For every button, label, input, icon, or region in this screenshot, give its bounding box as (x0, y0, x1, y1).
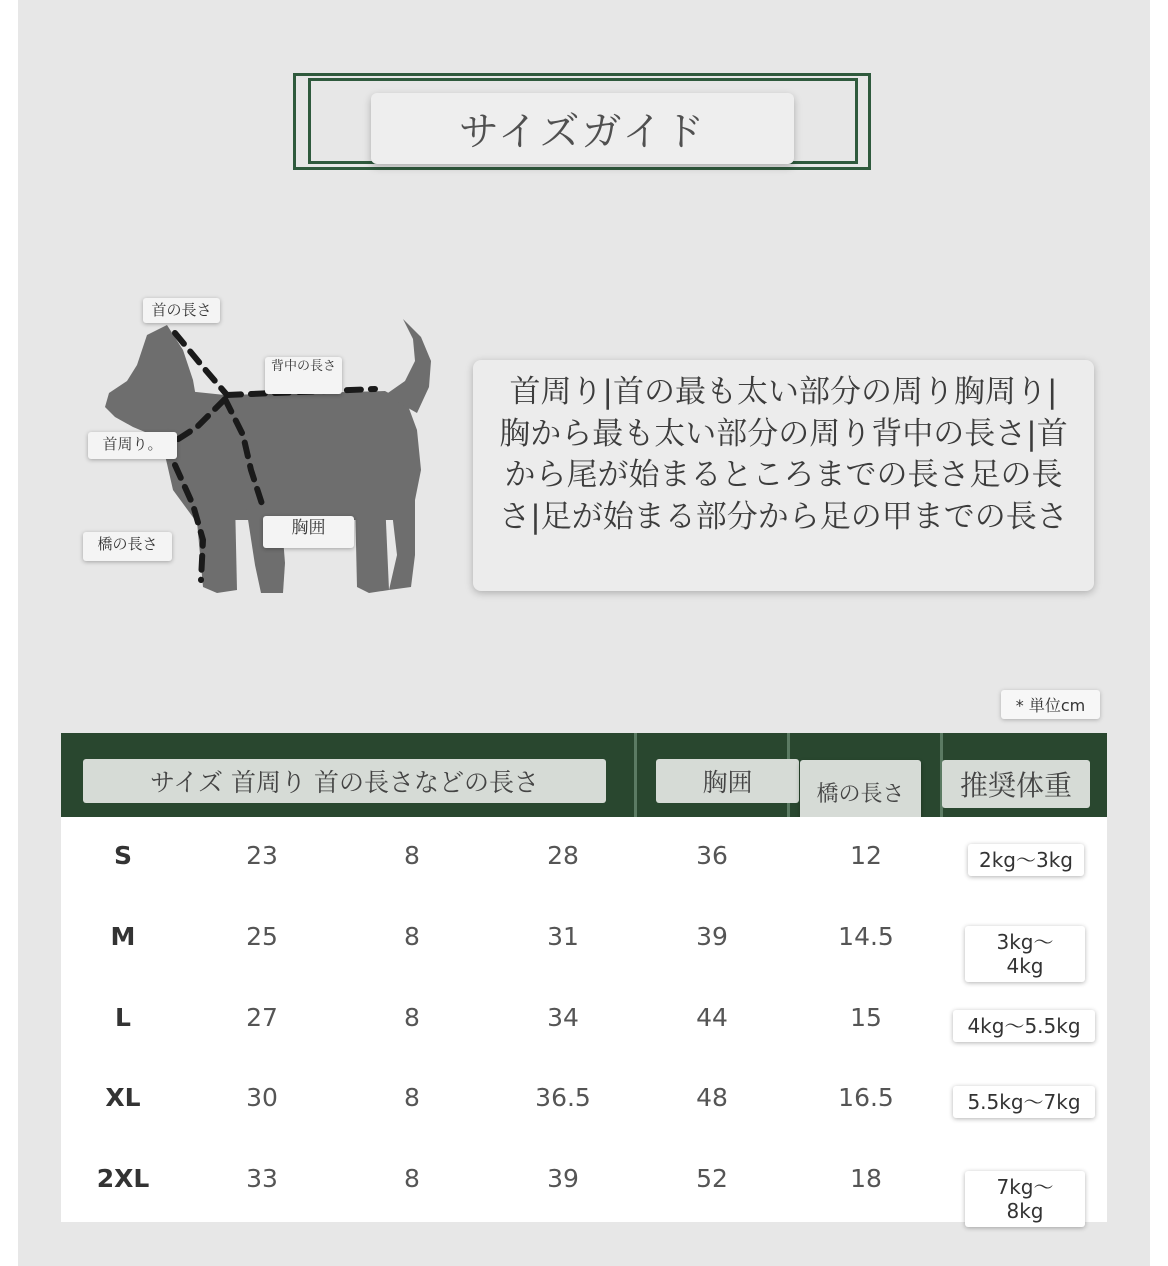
cell-weight: 3kg〜4kg (965, 926, 1085, 982)
header-recommended-weight: 推奨体重 (942, 760, 1090, 808)
cell-size: L (115, 1003, 131, 1032)
cell-neck-length: 8 (404, 922, 420, 951)
header-chest: 胸囲 (656, 759, 799, 803)
cell-weight: 2kg〜3kg (968, 844, 1084, 876)
cell-neck: 25 (246, 922, 278, 951)
cell-chest: 44 (696, 1003, 728, 1032)
cell-weight: 5.5kg〜7kg (953, 1086, 1095, 1118)
cell-neck: 27 (246, 1003, 278, 1032)
cell-leg: 18 (850, 1164, 882, 1193)
cell-weight: 4kg〜5.5kg (953, 1010, 1095, 1042)
cell-weight: 7kg〜8kg (965, 1171, 1085, 1227)
cell-chest: 52 (696, 1164, 728, 1193)
label-neck-girth: 首周り。 (88, 432, 177, 459)
label-neck-length: 首の長さ (143, 298, 220, 323)
cell-leg: 12 (850, 841, 882, 870)
cell-neck-length: 8 (404, 1083, 420, 1112)
cell-leg: 15 (850, 1003, 882, 1032)
cell-neck: 30 (246, 1083, 278, 1112)
cell-chest: 48 (696, 1083, 728, 1112)
cell-chest: 39 (696, 922, 728, 951)
header-leg-length: 橋の長さ (800, 760, 921, 828)
label-chest: 胸囲 (263, 516, 354, 548)
cell-neck-length: 8 (404, 1003, 420, 1032)
dog-measurement-diagram (85, 295, 445, 605)
label-back-length: 背中の長さ (265, 357, 342, 394)
size-table-body (61, 817, 1107, 1222)
cell-neck-length: 8 (404, 1164, 420, 1193)
measurement-description: 首周り|首の最も太い部分の周り胸周り|胸から最も太い部分の周り背中の長さ|首から尾が始まるところまでの長さ足の長さ|足が始まる部分から足の甲までの長さ (473, 360, 1094, 591)
cell-size: S (113, 841, 133, 870)
unit-note: * 単位cm (1001, 690, 1100, 719)
cell-chest: 36 (696, 841, 728, 870)
cell-back: 36.5 (535, 1083, 591, 1112)
cell-back: 31 (547, 922, 579, 951)
header-separator (634, 733, 637, 817)
cell-size: XL (105, 1083, 141, 1112)
cell-neck: 23 (246, 841, 278, 870)
label-leg-length: 橋の長さ (83, 532, 172, 561)
cell-size: 2XL (96, 1164, 150, 1193)
cell-neck-length: 8 (404, 841, 420, 870)
cell-back: 28 (547, 841, 579, 870)
cell-size: M (110, 922, 136, 951)
cell-leg: 16.5 (838, 1083, 894, 1112)
header-size-group: サイズ 首周り 首の長さなどの長さ (83, 759, 606, 803)
page-title: サイズガイド (371, 93, 794, 164)
cell-back: 39 (547, 1164, 579, 1193)
cell-neck: 33 (246, 1164, 278, 1193)
cell-back: 34 (547, 1003, 579, 1032)
cell-leg: 14.5 (838, 922, 894, 951)
